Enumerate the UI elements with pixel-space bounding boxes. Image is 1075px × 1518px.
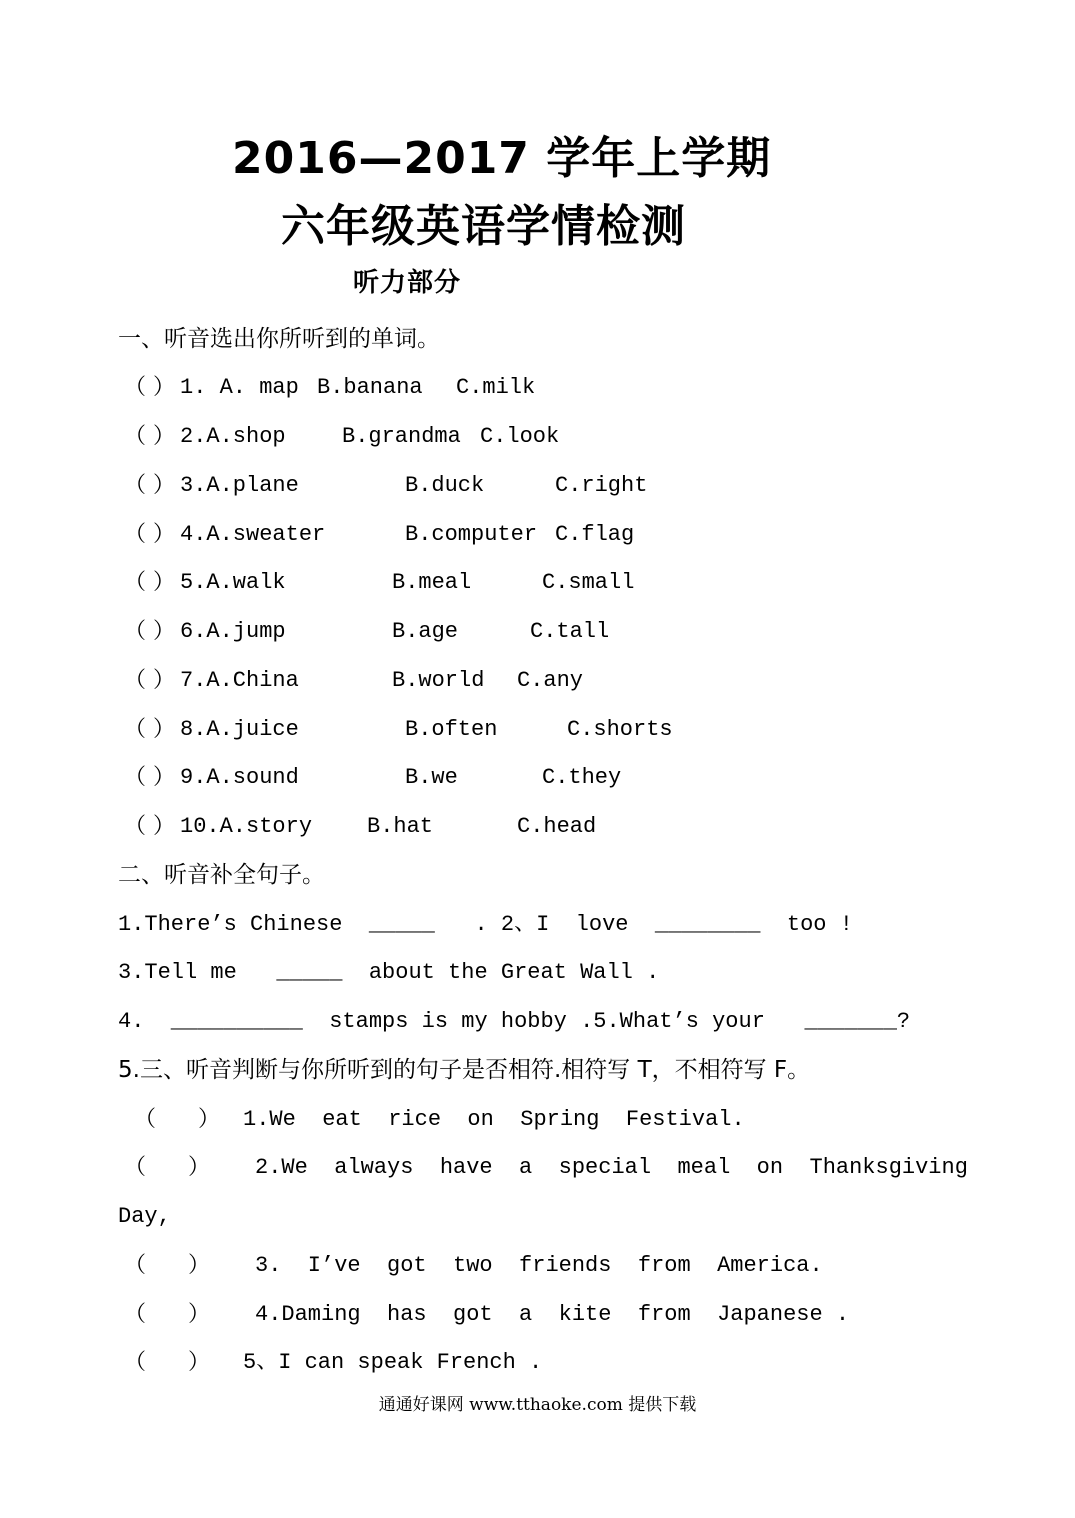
answer-paren: （ ） <box>124 570 175 595</box>
option-c: C.shorts <box>567 717 673 742</box>
option-a: 8.A.juice <box>180 717 299 742</box>
option-c: C.look <box>480 424 560 449</box>
option-a: 9.A.sound <box>180 765 299 790</box>
answer-paren: （ ） <box>124 1350 210 1375</box>
answer-paren: （ ） <box>124 522 175 547</box>
answer-paren: （ ） <box>134 1107 220 1132</box>
option-b: B.age <box>392 619 459 644</box>
option-b: B.we <box>405 765 458 790</box>
option-a: 4.A.sweater <box>180 522 326 547</box>
option-b: B.hat <box>367 814 434 839</box>
option-a: 3.A.plane <box>180 473 299 498</box>
answer-paren: （ ） <box>124 814 175 839</box>
option-a: 1. A. map <box>180 375 299 400</box>
option-b: B.often <box>405 717 498 742</box>
answer-paren: （ ） <box>124 1253 210 1278</box>
section-title: 听力部分 <box>353 268 462 298</box>
answer-paren: （ ） <box>124 375 175 400</box>
section3-heading: 5.三、听音判断与你所听到的句子是否相符.相符写 T，不相符写 F。 <box>118 1057 811 1083</box>
option-a: 7.A.China <box>180 668 299 693</box>
answer-paren: （ ） <box>124 1302 210 1327</box>
option-a: 6.A.jump <box>180 619 286 644</box>
statement-text-continued: Day, <box>118 1204 171 1229</box>
statement-text: 1.We eat rice on Spring Festival. <box>243 1107 745 1132</box>
footer-download-note: 通通好课网 www.tthaoke.com 提供下载 <box>378 1395 697 1415</box>
answer-paren: （ ） <box>124 473 175 498</box>
option-c: C.they <box>542 765 622 790</box>
answer-paren: （ ） <box>124 424 175 449</box>
option-c: C.flag <box>555 522 635 547</box>
option-a: 10.A.story <box>180 814 313 839</box>
fill-blank-line-2: 3.Tell me _____ about the Great Wall . <box>118 960 660 985</box>
statement-text: 4.Daming has got a kite from Japanese . <box>255 1302 850 1327</box>
fill-blank-line-3: 4. __________ stamps is my hobby .5.What’s your _______? <box>118 1009 911 1034</box>
page-title-line2: 六年级英语学情检测 <box>281 201 686 252</box>
option-c: C.small <box>542 570 635 595</box>
option-b: B.world <box>392 668 485 693</box>
option-c: C.right <box>555 473 648 498</box>
option-b: B.duck <box>405 473 485 498</box>
option-a: 5.A.walk <box>180 570 286 595</box>
option-c: C.tall <box>530 619 610 644</box>
page-title-line1: 2016—2017 学年上学期 <box>232 133 772 184</box>
option-b: B.meal <box>392 570 472 595</box>
option-a: 2.A.shop <box>180 424 286 449</box>
option-c: C.any <box>517 668 584 693</box>
answer-paren: （ ） <box>124 717 175 742</box>
statement-text: 3. I’ve got two friends from America. <box>255 1253 823 1278</box>
statement-text: 5、I can speak French . <box>243 1350 543 1375</box>
section2-heading: 二、听音补全句子。 <box>118 862 325 888</box>
fill-blank-line-1: 1.There’s Chinese _____ . 2、I love ________ too ! <box>118 912 853 937</box>
statement-text: 2.We always have a special meal on Thanksgiving <box>255 1155 968 1180</box>
answer-paren: （ ） <box>124 668 175 693</box>
answer-paren: （ ） <box>124 765 175 790</box>
answer-paren: （ ） <box>124 1155 210 1180</box>
answer-paren: （ ） <box>124 619 175 644</box>
option-b: B.grandma <box>342 424 461 449</box>
option-c: C.milk <box>456 375 536 400</box>
option-b: B.banana <box>317 375 423 400</box>
option-c: C.head <box>517 814 597 839</box>
section1-heading: 一、听音选出你所听到的单词。 <box>118 326 440 352</box>
option-b: B.computer <box>405 522 538 547</box>
